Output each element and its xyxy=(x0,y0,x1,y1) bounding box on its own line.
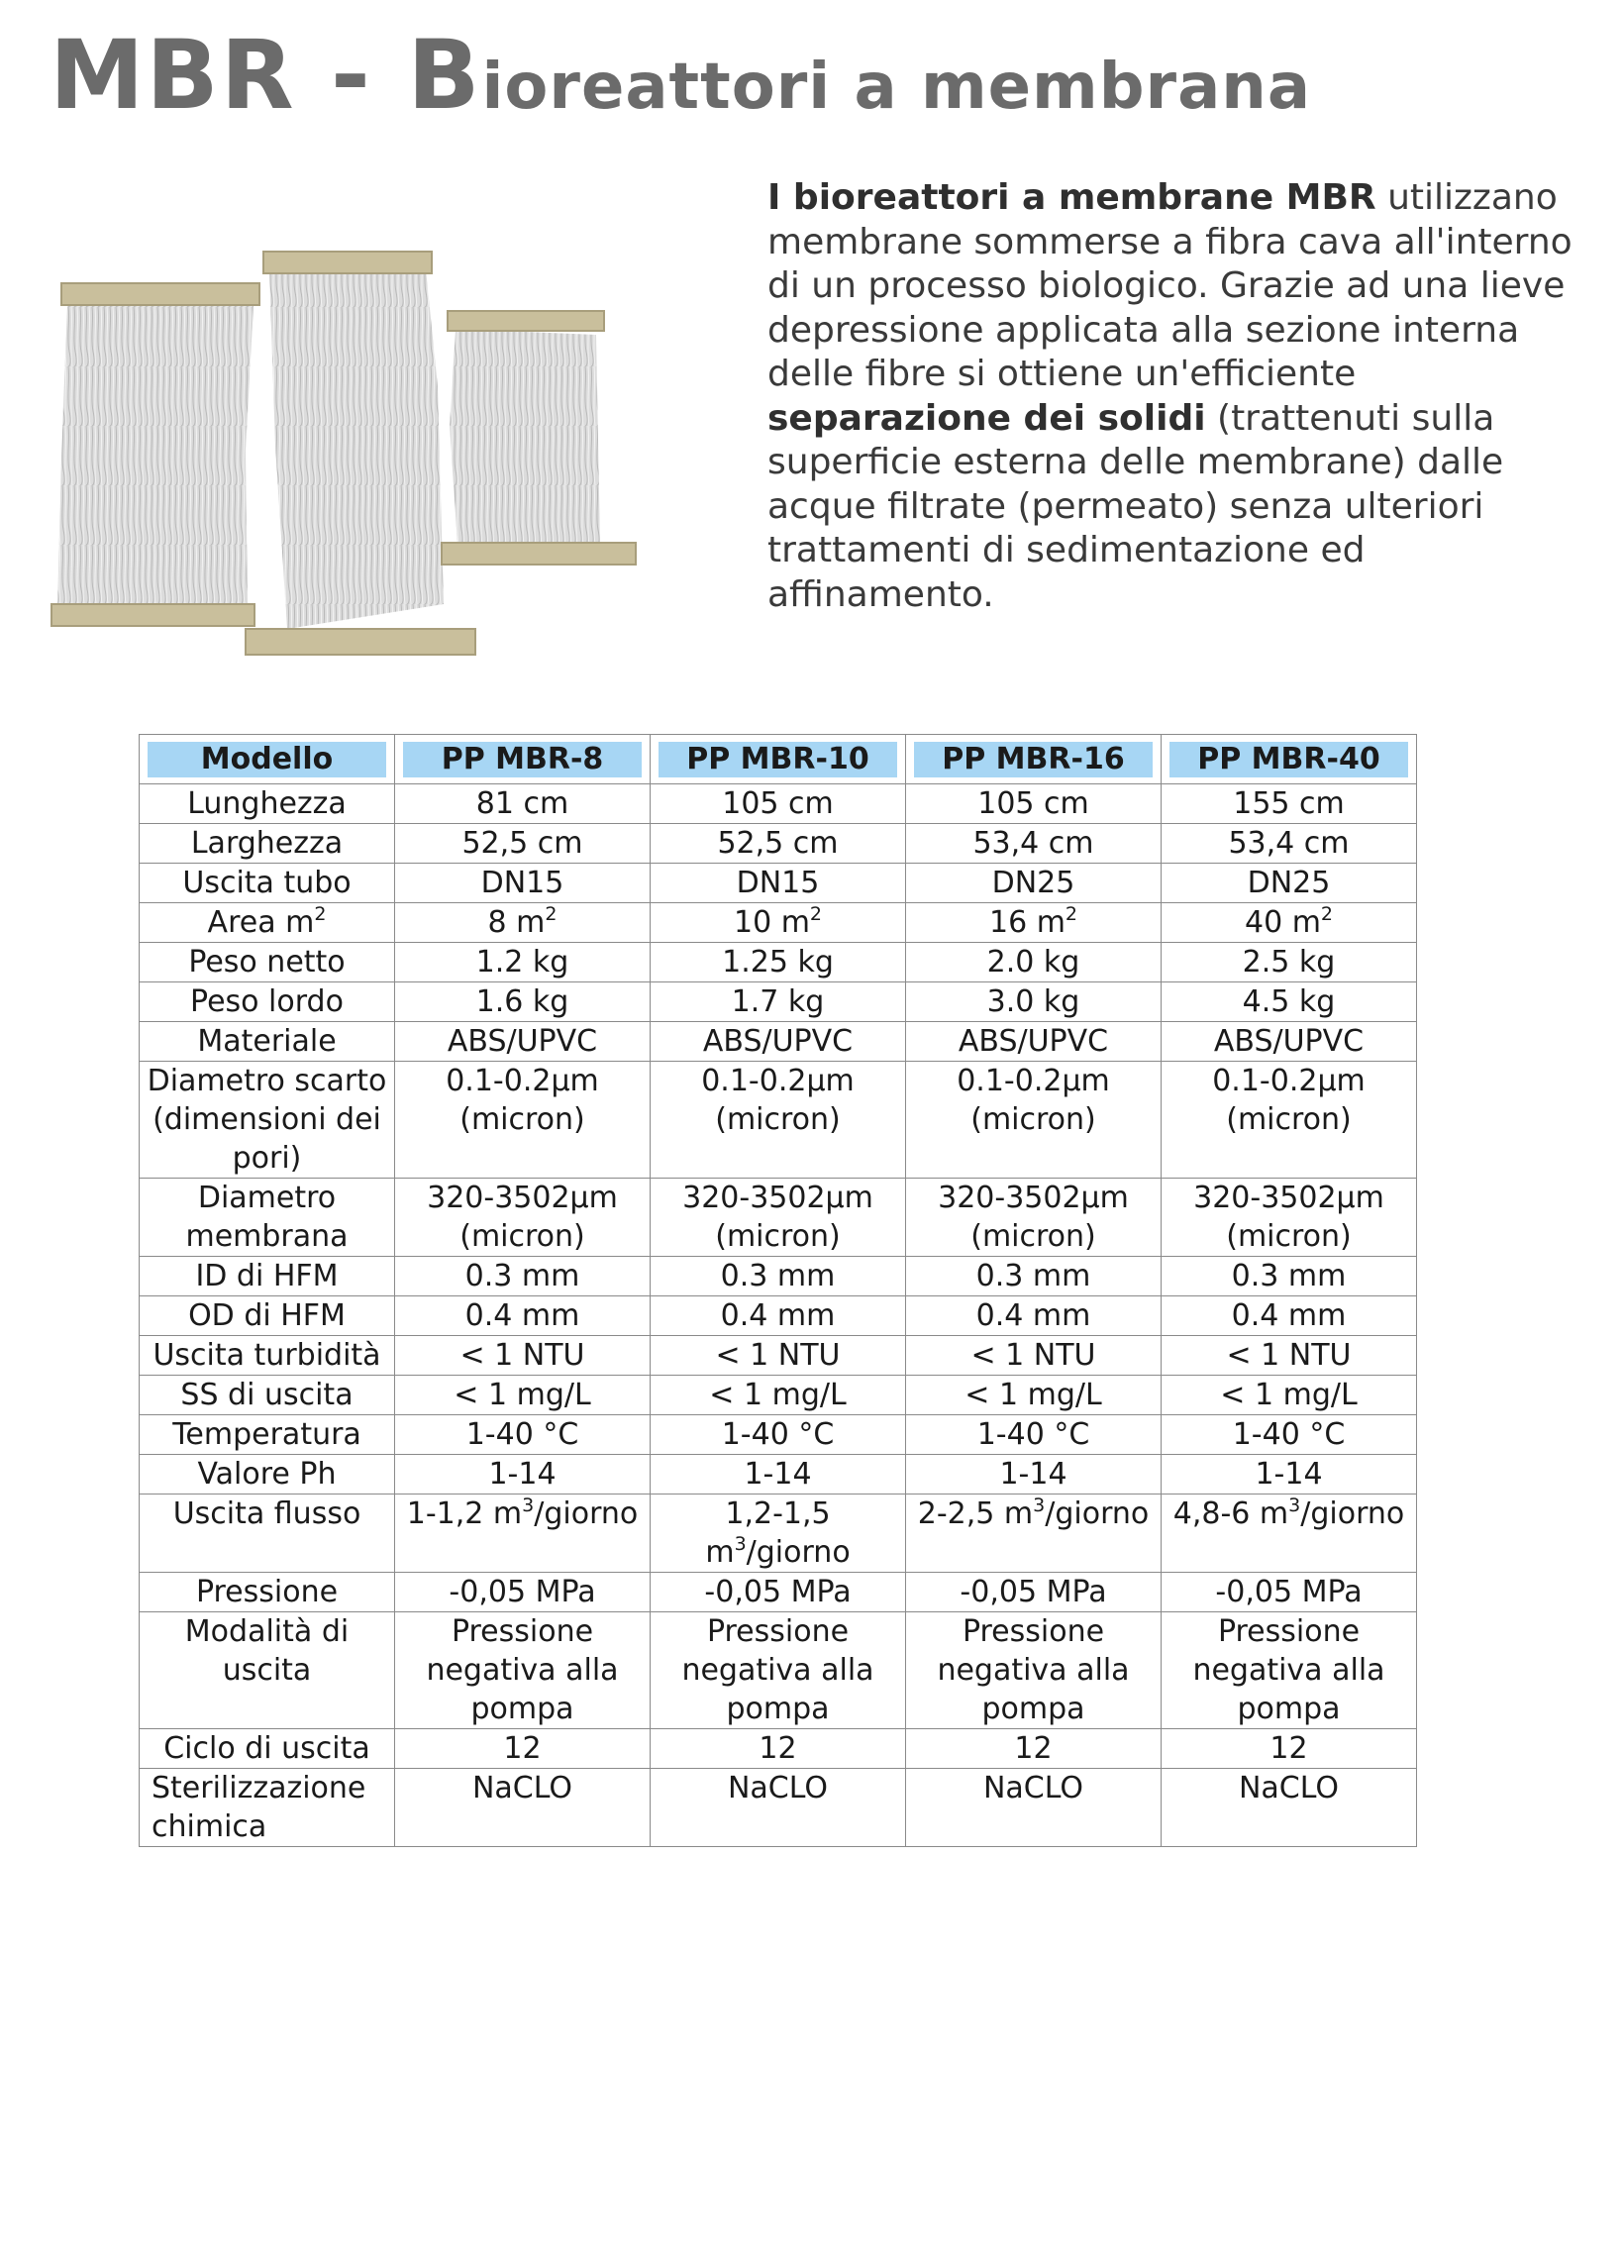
cell-text: 53,4 cm xyxy=(972,826,1094,861)
cell-text: < 1 NTU xyxy=(459,1338,585,1373)
cell-text: -0,05 MPa xyxy=(960,1575,1107,1609)
row-label xyxy=(140,784,395,824)
table-cell xyxy=(395,1495,651,1573)
cell-text: -0,05 MPa xyxy=(1215,1575,1363,1609)
row-label-text: Peso lordo xyxy=(190,984,344,1019)
cell-text: 8 m xyxy=(487,905,546,940)
superscript: 2 xyxy=(1320,903,1334,925)
row-label-text: Uscita flusso xyxy=(172,1496,361,1531)
row-label xyxy=(140,1179,395,1257)
table-cell xyxy=(906,1336,1162,1376)
table-cell xyxy=(1162,1495,1417,1573)
header-cell xyxy=(395,735,651,784)
membrane-modules-photo xyxy=(50,248,654,683)
title-part-1: MBR - B xyxy=(50,20,482,131)
table-row xyxy=(140,1612,1417,1729)
cell-text: 0.1-0.2μm (micron) xyxy=(1212,1064,1366,1137)
table-cell xyxy=(651,1415,906,1455)
cell-text: 105 cm xyxy=(977,786,1089,821)
table-cell xyxy=(1162,1336,1417,1376)
cell-text: Pressione negativa alla pompa xyxy=(426,1614,619,1726)
row-label xyxy=(140,1729,395,1769)
table-cell xyxy=(395,1769,651,1847)
table-row xyxy=(140,982,1417,1022)
cell-text: 3.0 kg xyxy=(986,984,1080,1019)
cell-text: < 1 mg/L xyxy=(1220,1378,1358,1412)
intro-bold-1: I bioreattori a membrane MBR xyxy=(767,177,1376,218)
row-label xyxy=(140,864,395,903)
table-cell xyxy=(395,1179,651,1257)
cell-text: -0,05 MPa xyxy=(704,1575,852,1609)
table-row xyxy=(140,1376,1417,1415)
header-label: PP MBR-40 xyxy=(1169,742,1408,777)
table-cell xyxy=(395,1376,651,1415)
table-cell xyxy=(395,1296,651,1336)
row-label xyxy=(140,982,395,1022)
table-row xyxy=(140,1022,1417,1062)
cell-text: DN15 xyxy=(736,866,820,900)
table-row xyxy=(140,1296,1417,1336)
table-cell xyxy=(906,1495,1162,1573)
table-cell xyxy=(395,1455,651,1495)
table-cell xyxy=(395,784,651,824)
cell-text: 0.4 mm xyxy=(464,1298,580,1333)
cell-text: DN15 xyxy=(480,866,564,900)
table-cell xyxy=(651,1336,906,1376)
table-cell xyxy=(651,1729,906,1769)
cell-text: -0,05 MPa xyxy=(449,1575,596,1609)
row-label-text: Materiale xyxy=(197,1024,337,1059)
row-label-text: Diametro membrana xyxy=(185,1181,349,1254)
superscript: 3 xyxy=(522,1495,535,1516)
table-cell xyxy=(651,1062,906,1179)
header-label: PP MBR-8 xyxy=(403,742,642,777)
cell-text: 1.7 kg xyxy=(731,984,825,1019)
row-label-text: Sterilizzazione chimica xyxy=(152,1771,366,1844)
superscript: 2 xyxy=(545,903,558,925)
header-label: Modello xyxy=(148,742,386,777)
cell-text: 12 xyxy=(1269,1731,1308,1766)
cell-text: ABS/UPVC xyxy=(958,1024,1109,1059)
cell-text: < 1 NTU xyxy=(1226,1338,1352,1373)
cell-text: Pressione negativa alla pompa xyxy=(1192,1614,1385,1726)
table-row xyxy=(140,943,1417,982)
table-cell xyxy=(651,1179,906,1257)
cell-text: 1,2-1,5 m xyxy=(705,1496,831,1570)
table-cell xyxy=(906,1062,1162,1179)
row-label xyxy=(140,903,395,943)
table-row xyxy=(140,1336,1417,1376)
table-cell xyxy=(651,1296,906,1336)
page-title xyxy=(50,20,1312,131)
cell-text: 1-40 °C xyxy=(721,1417,835,1452)
table-cell xyxy=(1162,1573,1417,1612)
table-cell xyxy=(906,784,1162,824)
cell-text: 105 cm xyxy=(722,786,834,821)
cell-text: 0.3 mm xyxy=(1231,1259,1347,1293)
table-cell xyxy=(651,1376,906,1415)
cell-text: 320-3502μm (micron) xyxy=(938,1181,1129,1254)
table-cell xyxy=(651,1455,906,1495)
row-label-text: OD di HFM xyxy=(188,1298,346,1333)
row-label-text: Temperatura xyxy=(172,1417,361,1452)
cell-text: Pressione negativa alla pompa xyxy=(681,1614,874,1726)
table-row xyxy=(140,784,1417,824)
cell-text: 2-2,5 m xyxy=(917,1496,1034,1531)
row-label xyxy=(140,824,395,864)
table-cell xyxy=(395,982,651,1022)
table-cell xyxy=(651,1022,906,1062)
table-row xyxy=(140,1573,1417,1612)
table-cell xyxy=(651,982,906,1022)
table-cell xyxy=(1162,1376,1417,1415)
table-row xyxy=(140,1769,1417,1847)
table-cell xyxy=(395,1729,651,1769)
table-cell xyxy=(395,1612,651,1729)
table-cell xyxy=(651,1257,906,1296)
header-label: PP MBR-16 xyxy=(914,742,1153,777)
table-cell xyxy=(1162,903,1417,943)
superscript: 3 xyxy=(1288,1495,1301,1516)
table-row xyxy=(140,824,1417,864)
row-label-text: SS di uscita xyxy=(180,1378,354,1412)
cell-text: 0.4 mm xyxy=(975,1298,1091,1333)
row-label-text: Uscita turbidità xyxy=(152,1338,381,1373)
cell-text: NaCLO xyxy=(471,1771,573,1805)
cell-text: 1-14 xyxy=(1255,1457,1323,1492)
row-label-text: Diametro scarto (dimensioni dei pori) xyxy=(147,1064,387,1176)
table-cell xyxy=(906,864,1162,903)
header-cell xyxy=(906,735,1162,784)
table-cell xyxy=(395,903,651,943)
table-cell xyxy=(906,824,1162,864)
superscript: 2 xyxy=(809,903,823,925)
cell-text: DN25 xyxy=(1247,866,1331,900)
table-cell xyxy=(1162,1062,1417,1179)
intro-text-1: utilizzano membrane sommerse a fibra cava all'interno di un processo biologico. Grazie ad una lieve depressione applicata alla sezione interna delle fibre si ottiene un'efficiente xyxy=(767,177,1573,394)
cell-text: < 1 NTU xyxy=(715,1338,841,1373)
table-cell xyxy=(1162,864,1417,903)
table-row xyxy=(140,1495,1417,1573)
table-cell xyxy=(651,1612,906,1729)
row-label xyxy=(140,1612,395,1729)
cell-text: 0.1-0.2μm (micron) xyxy=(957,1064,1110,1137)
row-label-text: Uscita tubo xyxy=(182,866,352,900)
table-cell xyxy=(395,824,651,864)
cell-text: 4,8-6 m xyxy=(1172,1496,1289,1531)
table-body xyxy=(140,784,1417,1847)
table-cell xyxy=(906,903,1162,943)
cell-text: NaCLO xyxy=(727,1771,829,1805)
table-cell xyxy=(906,1257,1162,1296)
table-cell xyxy=(1162,1022,1417,1062)
title-part-2: ioreattori a membrana xyxy=(481,51,1312,124)
table-row xyxy=(140,1257,1417,1296)
superscript: 2 xyxy=(1065,903,1078,925)
table-cell xyxy=(1162,1179,1417,1257)
row-label-text: Area m xyxy=(207,905,315,940)
cell-text: 0.3 mm xyxy=(720,1259,836,1293)
table-cell xyxy=(906,1729,1162,1769)
table-cell xyxy=(1162,943,1417,982)
cell-text: 1-14 xyxy=(744,1457,812,1492)
row-label xyxy=(140,1257,395,1296)
intro-bold-2: separazione dei solidi xyxy=(767,397,1206,439)
table-cell xyxy=(651,1769,906,1847)
cell-text: 320-3502μm (micron) xyxy=(1193,1181,1384,1254)
table-cell xyxy=(906,1769,1162,1847)
cell-text: 1.6 kg xyxy=(475,984,569,1019)
row-label-text: Lunghezza xyxy=(187,786,347,821)
table-cell xyxy=(395,1336,651,1376)
cell-text: 81 cm xyxy=(475,786,569,821)
cell-text: 16 m xyxy=(988,905,1066,940)
cell-text: < 1 NTU xyxy=(970,1338,1096,1373)
table-cell xyxy=(395,864,651,903)
table-cell xyxy=(651,784,906,824)
row-label-text: Modalità di uscita xyxy=(184,1614,350,1688)
row-label-text: Ciclo di uscita xyxy=(163,1731,370,1766)
cell-text: Pressione negativa alla pompa xyxy=(937,1614,1130,1726)
cell-text: 1.25 kg xyxy=(722,945,834,979)
header-label: PP MBR-10 xyxy=(659,742,897,777)
row-label xyxy=(140,943,395,982)
table-cell xyxy=(906,1179,1162,1257)
spec-table xyxy=(139,734,1417,1847)
cell-text: 1-40 °C xyxy=(976,1417,1090,1452)
table-cell xyxy=(1162,784,1417,824)
table-row xyxy=(140,1062,1417,1179)
cell-text: 1-14 xyxy=(999,1457,1067,1492)
table-cell xyxy=(395,1257,651,1296)
row-label-text: Larghezza xyxy=(190,826,344,861)
cell-text: 4.5 kg xyxy=(1242,984,1336,1019)
cell-text: 53,4 cm xyxy=(1228,826,1350,861)
table-cell xyxy=(651,943,906,982)
cell-text: 1-40 °C xyxy=(1232,1417,1346,1452)
cell-text: 40 m xyxy=(1244,905,1321,940)
cell-text: 320-3502μm (micron) xyxy=(427,1181,618,1254)
table-cell xyxy=(1162,1455,1417,1495)
table-cell xyxy=(651,824,906,864)
cell-text: 320-3502μm (micron) xyxy=(682,1181,873,1254)
superscript: 3 xyxy=(734,1533,747,1555)
table-cell xyxy=(1162,1729,1417,1769)
table-cell xyxy=(651,1495,906,1573)
table-cell xyxy=(906,982,1162,1022)
row-label xyxy=(140,1455,395,1495)
cell-text: NaCLO xyxy=(1238,1771,1340,1805)
intro-text-2: (trattenuti sulla superficie esterna delle membrane) dalle acque filtrate (permeato) senza ulteriori trattamenti di sedimentazione ed affinamento. xyxy=(767,397,1504,615)
table-row xyxy=(140,1455,1417,1495)
cell-text: DN25 xyxy=(991,866,1075,900)
row-label xyxy=(140,1336,395,1376)
row-label-text: Peso netto xyxy=(188,945,346,979)
row-label xyxy=(140,1296,395,1336)
cell-text: 12 xyxy=(759,1731,797,1766)
cell-text: 155 cm xyxy=(1233,786,1345,821)
table-cell xyxy=(906,1415,1162,1455)
table-cell xyxy=(1162,1296,1417,1336)
table-cell xyxy=(906,1612,1162,1729)
cell-text: 12 xyxy=(1014,1731,1053,1766)
row-label xyxy=(140,1573,395,1612)
cell-text: 2.5 kg xyxy=(1242,945,1336,979)
superscript: 3 xyxy=(1033,1495,1046,1516)
table-cell xyxy=(1162,824,1417,864)
table-row xyxy=(140,1729,1417,1769)
row-label xyxy=(140,1022,395,1062)
table-cell xyxy=(906,943,1162,982)
row-label xyxy=(140,1415,395,1455)
table-cell xyxy=(395,1415,651,1455)
cell-text: 1-1,2 m xyxy=(406,1496,523,1531)
row-label xyxy=(140,1495,395,1573)
table-cell xyxy=(906,1573,1162,1612)
intro-paragraph xyxy=(767,176,1579,617)
table-cell xyxy=(906,1296,1162,1336)
table-row xyxy=(140,1179,1417,1257)
cell-text: 1.2 kg xyxy=(475,945,569,979)
cell-text: ABS/UPVC xyxy=(447,1024,598,1059)
table-cell xyxy=(906,1376,1162,1415)
table-row xyxy=(140,864,1417,903)
table-cell xyxy=(395,1062,651,1179)
row-label-text: Valore Ph xyxy=(197,1457,337,1492)
cell-text: 0.1-0.2μm (micron) xyxy=(701,1064,855,1137)
row-label-text: ID di HFM xyxy=(195,1259,339,1293)
cell-text: 52,5 cm xyxy=(717,826,839,861)
table-cell xyxy=(395,943,651,982)
cell-text: 10 m xyxy=(733,905,810,940)
table-cell xyxy=(395,1573,651,1612)
cell-text: 1-14 xyxy=(488,1457,557,1492)
cell-text: < 1 mg/L xyxy=(964,1378,1102,1412)
cell-text: NaCLO xyxy=(982,1771,1084,1805)
cell-text: 0.4 mm xyxy=(720,1298,836,1333)
table-row xyxy=(140,1415,1417,1455)
table-cell xyxy=(1162,982,1417,1022)
cell-text: /giorno xyxy=(746,1535,851,1570)
header-cell xyxy=(651,735,906,784)
table-cell xyxy=(1162,1257,1417,1296)
table-header-row xyxy=(140,735,1417,784)
table-cell xyxy=(906,1455,1162,1495)
cell-text: /giorno xyxy=(1300,1496,1405,1531)
header-cell xyxy=(1162,735,1417,784)
table-cell xyxy=(906,1022,1162,1062)
cell-text: 52,5 cm xyxy=(461,826,583,861)
cell-text: 0.3 mm xyxy=(975,1259,1091,1293)
row-label xyxy=(140,1376,395,1415)
cell-text: 0.1-0.2μm (micron) xyxy=(446,1064,599,1137)
cell-text: ABS/UPVC xyxy=(702,1024,854,1059)
table-cell xyxy=(651,1573,906,1612)
cell-text: 2.0 kg xyxy=(986,945,1080,979)
table-cell xyxy=(1162,1415,1417,1455)
cell-text: < 1 mg/L xyxy=(709,1378,847,1412)
row-label xyxy=(140,1062,395,1179)
cell-text: 0.4 mm xyxy=(1231,1298,1347,1333)
cell-text: 12 xyxy=(503,1731,542,1766)
table-cell xyxy=(651,864,906,903)
cell-text: ABS/UPVC xyxy=(1213,1024,1365,1059)
row-label xyxy=(140,1769,395,1847)
header-cell xyxy=(140,735,395,784)
table-cell xyxy=(1162,1769,1417,1847)
table-cell xyxy=(651,903,906,943)
cell-text: < 1 mg/L xyxy=(454,1378,591,1412)
cell-text: /giorno xyxy=(534,1496,639,1531)
superscript: 2 xyxy=(314,903,327,925)
table-row xyxy=(140,903,1417,943)
cell-text: 0.3 mm xyxy=(464,1259,580,1293)
row-label-text: Pressione xyxy=(195,1575,339,1609)
table-cell xyxy=(1162,1612,1417,1729)
cell-text: /giorno xyxy=(1045,1496,1150,1531)
cell-text: 1-40 °C xyxy=(465,1417,579,1452)
table-cell xyxy=(395,1022,651,1062)
